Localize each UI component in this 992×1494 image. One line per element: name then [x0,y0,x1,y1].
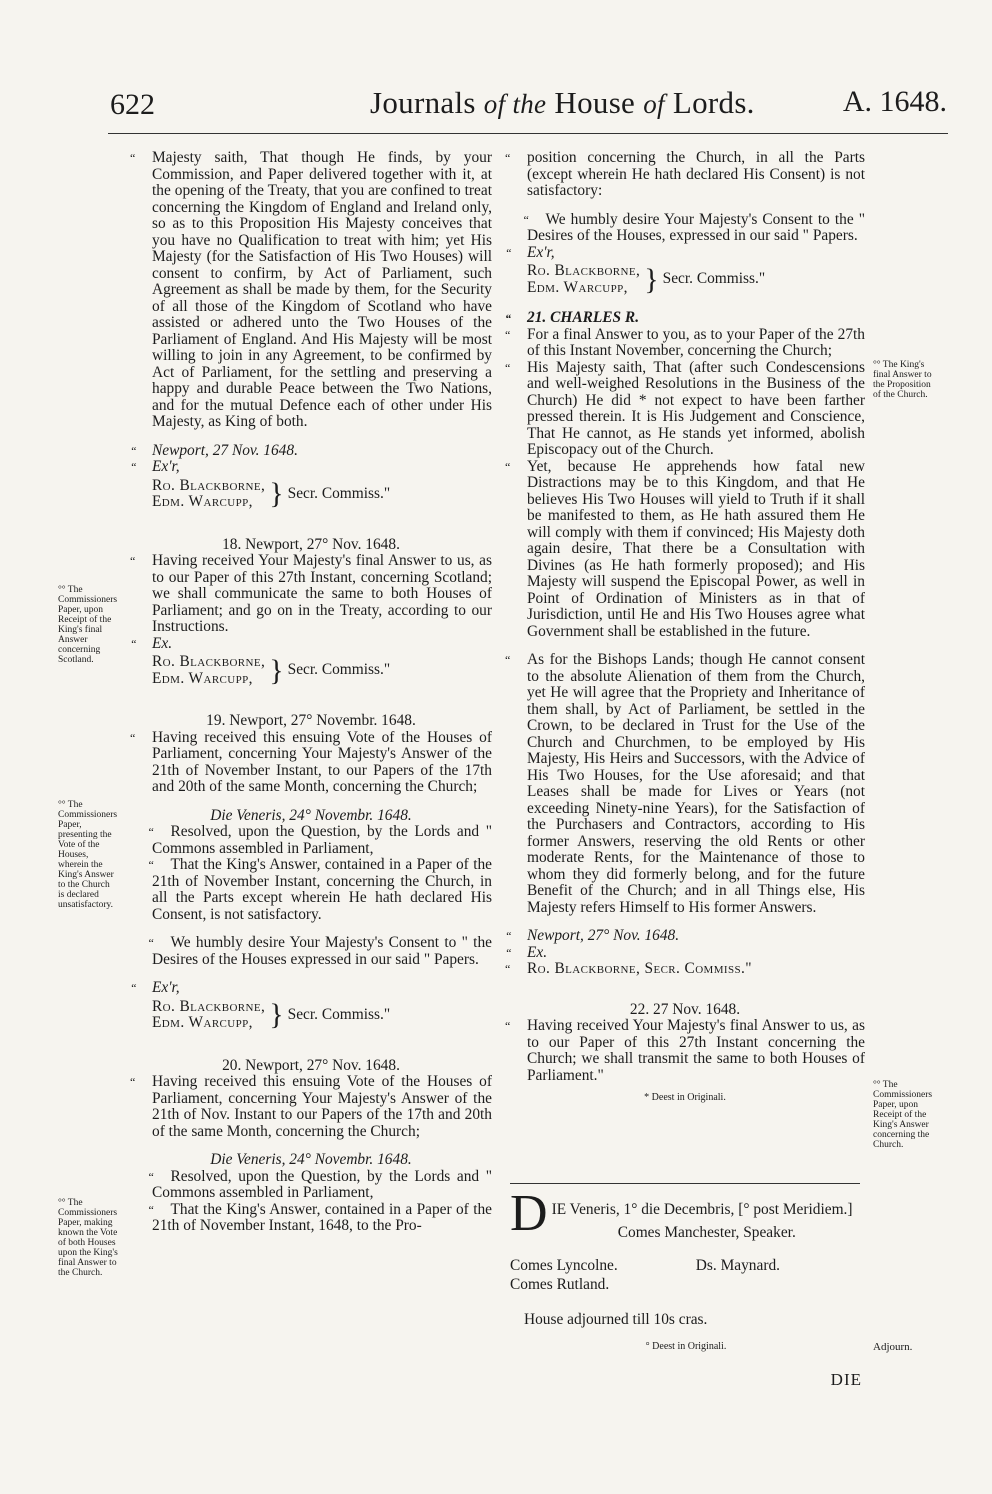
signature-block [152,654,492,687]
lord: Comes Rutland. [510,1276,610,1293]
brace: } [269,477,284,510]
right-column [505,150,865,1107]
speaker: Comes Manchester, Speaker. [617,1224,796,1241]
sitting-date: IE Veneris, 1° die Decembris, [° post Meridiem.] [551,1201,853,1218]
signature-block [152,478,492,511]
paragraph: “ Having received this ensuing Vote of the Houses of Parliament, concerning Your Majesty's Answer of the 21th of November Instant, to our Papers of the 17th and 20th of the same Month, concerning the Church; [130,730,492,796]
secretary-label: Secr. Commiss." [662,270,766,288]
brace: } [269,653,284,687]
paragraph: “ For a final Answer to you, as to your Paper of the 27th of this Instant November, concerning the Church; [505,327,865,360]
paragraph: “ His Majesty saith, That (after such Condescensions and well-weighed Resolutions in the Business of the Church) He did * not expect to have been farther pressed therein. It is His Judgement and Conscience, That He cannot, as He stands yet informed, abolish Episcopacy out of the Church. [505,360,865,459]
signatory: Ro. Blackborne, [527,262,641,279]
year: A. 1648. [842,85,947,118]
desire: “ We humbly desire Your Majesty's Consent to " the Desires of the Houses expressed in our said " Papers. [130,935,492,968]
examined: “ Ex. [130,636,492,653]
margin-note: °° The Commissioners Paper, upon Receipt of the King's Answer concerning the Church. [873,1080,933,1150]
paragraph: “ Having received Your Majesty's final Answer to us, as to our Paper of this 27th Instant concerning the Church; we shall transmit the same to both Houses of Parliament." [505,1018,865,1084]
die-veneris: Die Veneris, 24° Novembr. 1648. [210,806,412,824]
resolution-text: “ That the King's Answer, contained in a Paper of the 21th of November Instant, concerning the Church, in all the Parts except wherein He hath declared His Consent, is not satisfactory. [130,857,492,923]
examined: “ Ex'r, [130,980,492,997]
signatory: Edm. Warcupp, [152,493,253,510]
signatory: Edm. Warcupp, [152,1014,253,1031]
page-number: 622 [110,88,155,121]
lord: Comes Lyncolne. [510,1257,618,1274]
lord: Ds. Maynard. [695,1257,780,1274]
running-head-lords: Lords. [672,85,755,120]
paragraph: “ As for the Bishops Lands; though He cannot consent to the absolute Alienation of them from the Church, yet He will agree that the Propriety and Inheritance of them shall, by Act of Parliament, be settled in the Crown, to be declared in Trust for the Use of the Church and Churchmen, to be employed by His Majesty, His Heirs and Successors, with the Advice of His Two Houses, for the Use aforesaid; and that Leases shall be made for Lives or Years (not exceeding Ninety-nine Years), for the Satisfaction of the Purchasers and Contractors, according to His former Answers, reserving the old Rents or other moderate Rents, for the Maintenance of those to whom they did formerly belong, and for the future Benefit of the Church; and in all Things else, His Majesty refers Himself to His former Answers. [505,652,865,916]
brace: } [269,998,284,1031]
paragraph: “ Having received Your Majesty's final Answer to us, as to our Paper of this 27th Instant, concerning Scotland; we shall communicate the same to both Houses of Parliament; and go on in the Treaty, according to our Instructions. [130,553,492,636]
signature-block [527,263,865,296]
signatory: Edm. Warcupp, [527,278,628,296]
footnote: ° Deest in Originali. [645,1341,727,1352]
running-head-house: House [554,85,636,120]
brace: } [644,262,659,296]
examined: “ Ex. [505,945,865,962]
attendance [510,1256,780,1294]
running-head-of: of [643,89,665,119]
running-head [370,85,755,121]
dateline: “ Newport, 27 Nov. 1648. [130,443,492,460]
section-rule [510,1183,860,1184]
footnote: * Deest in Originali. [644,1092,726,1103]
margin-note: Adjourn. [873,1341,913,1353]
margin-note: °° The Commissioners Paper, presenting the Vote of the Houses, wherein the King's Answer to the Church is declared unsatisfactory. [58,800,118,910]
adjournment: House adjourned till 10s cras. [524,1311,708,1328]
drop-cap: D [510,1192,548,1242]
resolution: “ Resolved, upon the Question, by the Lords and " Commons assembled in Parliament, [130,824,492,857]
section-heading-21: “ 21. CHARLES R. [505,310,865,327]
examined: “ Ex'r, [130,459,492,476]
running-head-journals: Journals [370,85,476,120]
resolution: “ Resolved, upon the Question, by the Lords and " Commons assembled in Parliament, [130,1169,492,1202]
margin-note: °° The Commissioners Paper, upon Receipt of the King's final Answer concerning Scotland. [58,585,118,665]
sitting-heading [510,1192,862,1242]
section-heading-22: 22. 27 Nov. 1648. [629,1000,741,1018]
desire: “ We humbly desire Your Majesty's Consent to the " Desires of the Houses, expressed in our said " Papers. [505,212,865,245]
paragraph: “ Yet, because He apprehends how fatal new Distractions may be to this Kingdom, and that He believes His Two Houses will yield to Truth if it shall be manifested to them, as He hath assured them He will comply with them if convinced; His Majesty doth again desire, That there be a Consultation with Divines (as He hath formerly proposed); and His Majesty will suspend the Episcopal Power, as well in Point of Ordination of Ministers as in that of Jurisdiction, until He and His Two Houses agree what Government shall be established in the future. [505,459,865,641]
section-heading-20: 20. Newport, 27° Nov. 1648. [222,1056,400,1074]
secretary-label: Secr. Commiss." [287,484,391,502]
signatory: “ Ro. Blackborne, Secr. Commiss." [505,961,865,978]
left-column [130,150,492,1235]
signatory: Edm. Warcupp, [152,669,253,687]
paragraph: “ position concerning the Church, in all the Parts (except wherein He hath declared His Consent) is not satisfactory: [505,150,865,200]
margin-note: °° The Commissioners Paper, making known the Vote of both Houses upon the King's final Answer to the Church. [58,1198,118,1278]
paragraph: “ Majesty saith, That though He finds, by your Commission, and Paper delivered together with it, at the opening of the Treaty, that you are confined to treat concerning the Kingdom of England and Ireland only, so as to this Proposition His Majesty conceives that you have no Qualification to treat with him; yet His Majesty (for the Satisfaction of His Two Houses) will consent to confirm, by Act of Parliament, such Agreement as shall be made by them, for the Security of all those of the Kingdom of Scotland who have assisted or adhered unto the Two Houses of the Parliament of England. And His Majesty will be most willing to join in any Agreement, to be confirmed by Act of Parliament, for the settling and preserving a happy and durable Peace between the Two Nations, and for the mutual Defence each of other under His Majesty, as King of both. [130,150,492,431]
signatory: Ro. Blackborne, [152,476,266,494]
catchword: DIE [830,1370,862,1389]
secretary-label: Secr. Commiss." [287,661,391,679]
signatory: Ro. Blackborne, [152,653,266,670]
examined: “ Ex'r, [505,245,865,262]
dateline: “ Newport, 27° Nov. 1648. [505,928,865,945]
resolution-text: “ That the King's Answer, contained in a Paper of the 21th of November Instant, 1648, to the Pro- [130,1202,492,1235]
margin-note: °° The King's final Answer to the Proposition of the Church. [873,360,932,400]
signature-block [152,999,492,1032]
header-rule [108,133,948,134]
section-heading-18: 18. Newport, 27° Nov. 1648. [222,535,400,553]
section-heading-19: 19. Newport, 27° Novembr. 1648. [206,712,416,729]
sitting-block [510,1192,862,1389]
signatory: Ro. Blackborne, [152,997,266,1015]
die-veneris: Die Veneris, 24° Novembr. 1648. [210,1151,412,1168]
secretary-label: Secr. Commiss." [287,1005,391,1023]
paragraph: “ Having received this ensuing Vote of the Houses of Parliament, concerning Your Majesty's Answer of the 21th of Nov. Instant to our Papers of the 17th and 20th of the same Month, concerning the Church; [130,1074,492,1140]
running-head-of-the: of the [483,89,547,119]
